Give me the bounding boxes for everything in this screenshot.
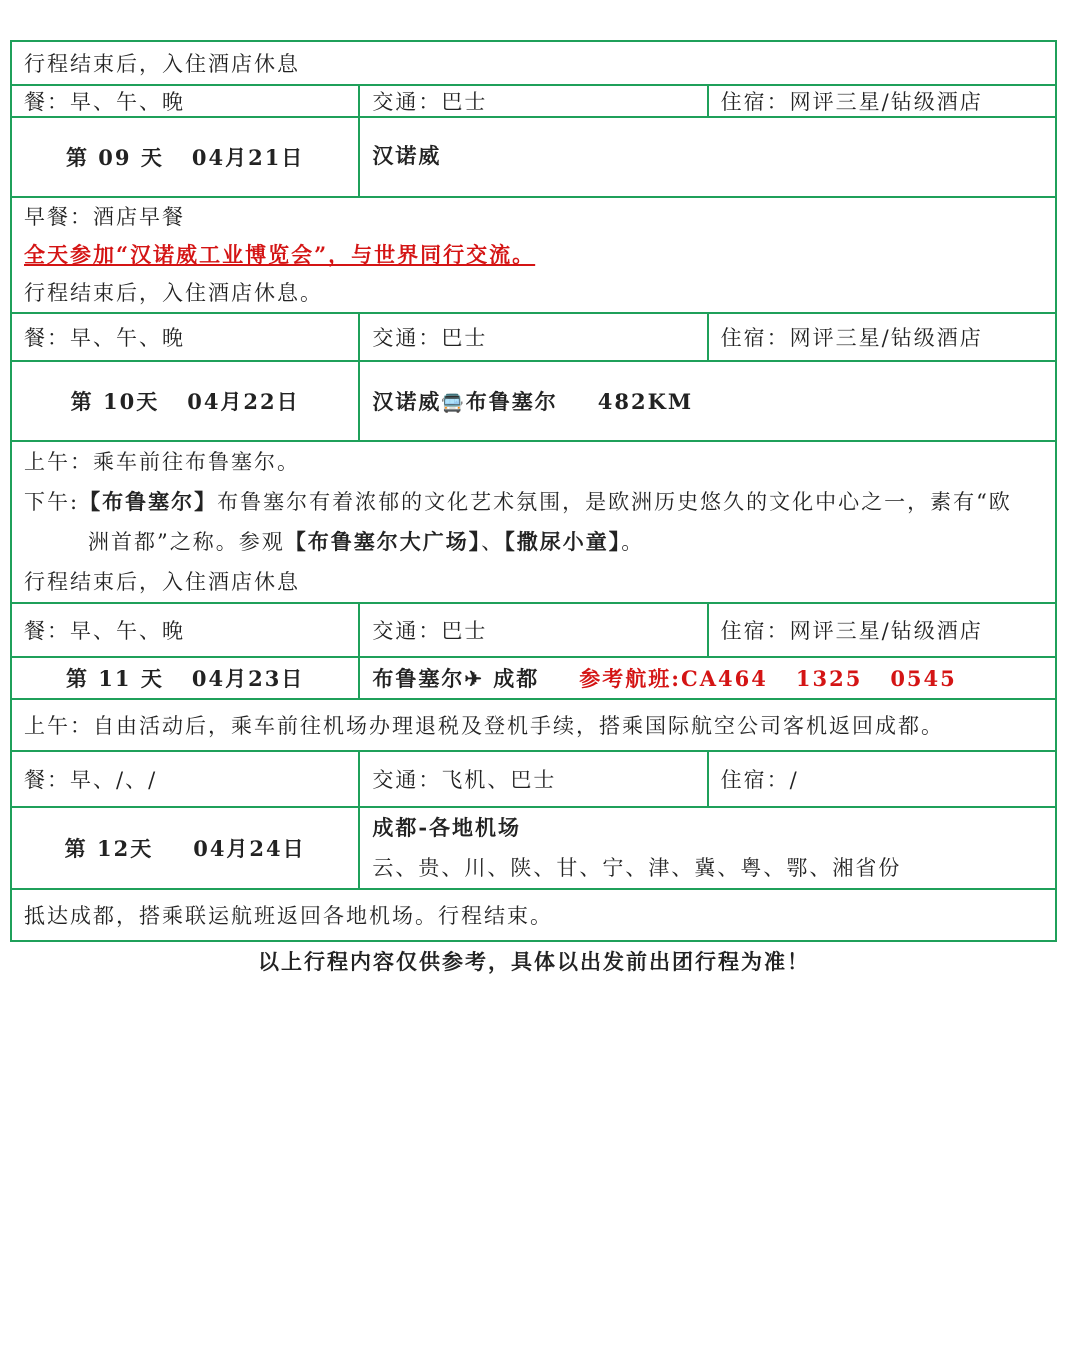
day-11-label: 第 11 天 04月23日 xyxy=(11,657,359,699)
day-12-route: 成都-各地机场 云、贵、川、陕、甘、宁、津、冀、粤、鄂、湘省份 xyxy=(359,807,1056,889)
meal-cell: 餐：早、午、晚 xyxy=(11,313,359,361)
flight-info: 参考航班:CA464 1325 0545 xyxy=(579,666,957,691)
transport-cell: 交通：巴士 xyxy=(359,603,707,657)
day-12-header xyxy=(11,807,1056,889)
info-row xyxy=(11,313,1056,361)
transport-cell: 交通：飞机、巴士 xyxy=(359,751,707,807)
plane-icon: ✈ xyxy=(464,666,484,691)
hotel-cell: 住宿：网评三星/钻级酒店 xyxy=(708,85,1056,117)
day-10-label: 第 10天 04月22日 xyxy=(11,361,359,441)
day-10-morning: 上午：乘车前往布鲁塞尔。 xyxy=(24,450,300,474)
meal-cell: 餐：早、午、晚 xyxy=(11,603,359,657)
info-row xyxy=(11,751,1056,807)
day-10-end-note: 行程结束后，入住酒店休息 xyxy=(24,570,300,594)
day-09-header xyxy=(11,117,1056,197)
bus-icon: 🚍 xyxy=(441,393,466,414)
transport-cell: 交通：巴士 xyxy=(359,313,707,361)
day-10-afternoon-cont: 洲首都”之称。参观【布鲁塞尔大广场】、【撒尿小童】。 xyxy=(88,529,645,554)
itinerary-table xyxy=(10,40,1057,942)
info-row xyxy=(11,85,1056,117)
day-12-end: 抵达成都，搭乘联运航班返回各地机场。行程结束。 xyxy=(11,889,1056,941)
info-row xyxy=(11,603,1056,657)
end-note: 行程结束后，入住酒店休息 xyxy=(11,41,1056,85)
hotel-cell: 住宿：网评三星/钻级酒店 xyxy=(708,313,1056,361)
day-09-route: 汉诺威 xyxy=(359,117,1056,197)
day-10-afternoon: 下午:【布鲁塞尔】布鲁塞尔有着浓郁的文化艺术氛围，是欧洲历史悠久的文化中心之一，素有“欧 xyxy=(24,489,1012,514)
day-11-header xyxy=(11,657,1056,699)
day-10-header xyxy=(11,361,1056,441)
day-12-desc xyxy=(11,889,1056,941)
meal-cell: 餐：早、/、/ xyxy=(11,751,359,807)
hotel-cell: 住宿：/ xyxy=(708,751,1056,807)
day-12-label: 第 12天 04月24日 xyxy=(11,807,359,889)
day-11-route: 布鲁塞尔✈ 成都 参考航班:CA464 1325 0545 xyxy=(359,657,1056,699)
footer-note: 以上行程内容仅供参考，具体以出发前出团行程为准！ xyxy=(258,949,810,974)
hotel-cell: 住宿：网评三星/钻级酒店 xyxy=(708,603,1056,657)
day-09-breakfast: 早餐：酒店早餐 xyxy=(24,205,185,229)
day-09-end-note: 行程结束后，入住酒店休息。 xyxy=(24,281,323,305)
day-09-label: 第 09 天 04月21日 xyxy=(11,117,359,197)
meal-cell: 餐：早、午、晚 xyxy=(11,85,359,117)
day-09-highlight: 全天参加“汉诺威工业博览会”，与世界同行交流。 xyxy=(24,242,536,267)
day-11-desc xyxy=(11,699,1056,751)
row-end-note xyxy=(11,41,1056,85)
day-11-morning: 上午：自由活动后，乘车前往机场办理退税及登机手续，搭乘国际航空公司客机返回成都。 xyxy=(11,699,1056,751)
transport-cell: 交通：巴士 xyxy=(359,85,707,117)
day-10-desc xyxy=(11,441,1056,603)
day-09-desc xyxy=(11,197,1056,313)
day-10-route: 汉诺威🚍布鲁塞尔 482KM xyxy=(359,361,1056,441)
